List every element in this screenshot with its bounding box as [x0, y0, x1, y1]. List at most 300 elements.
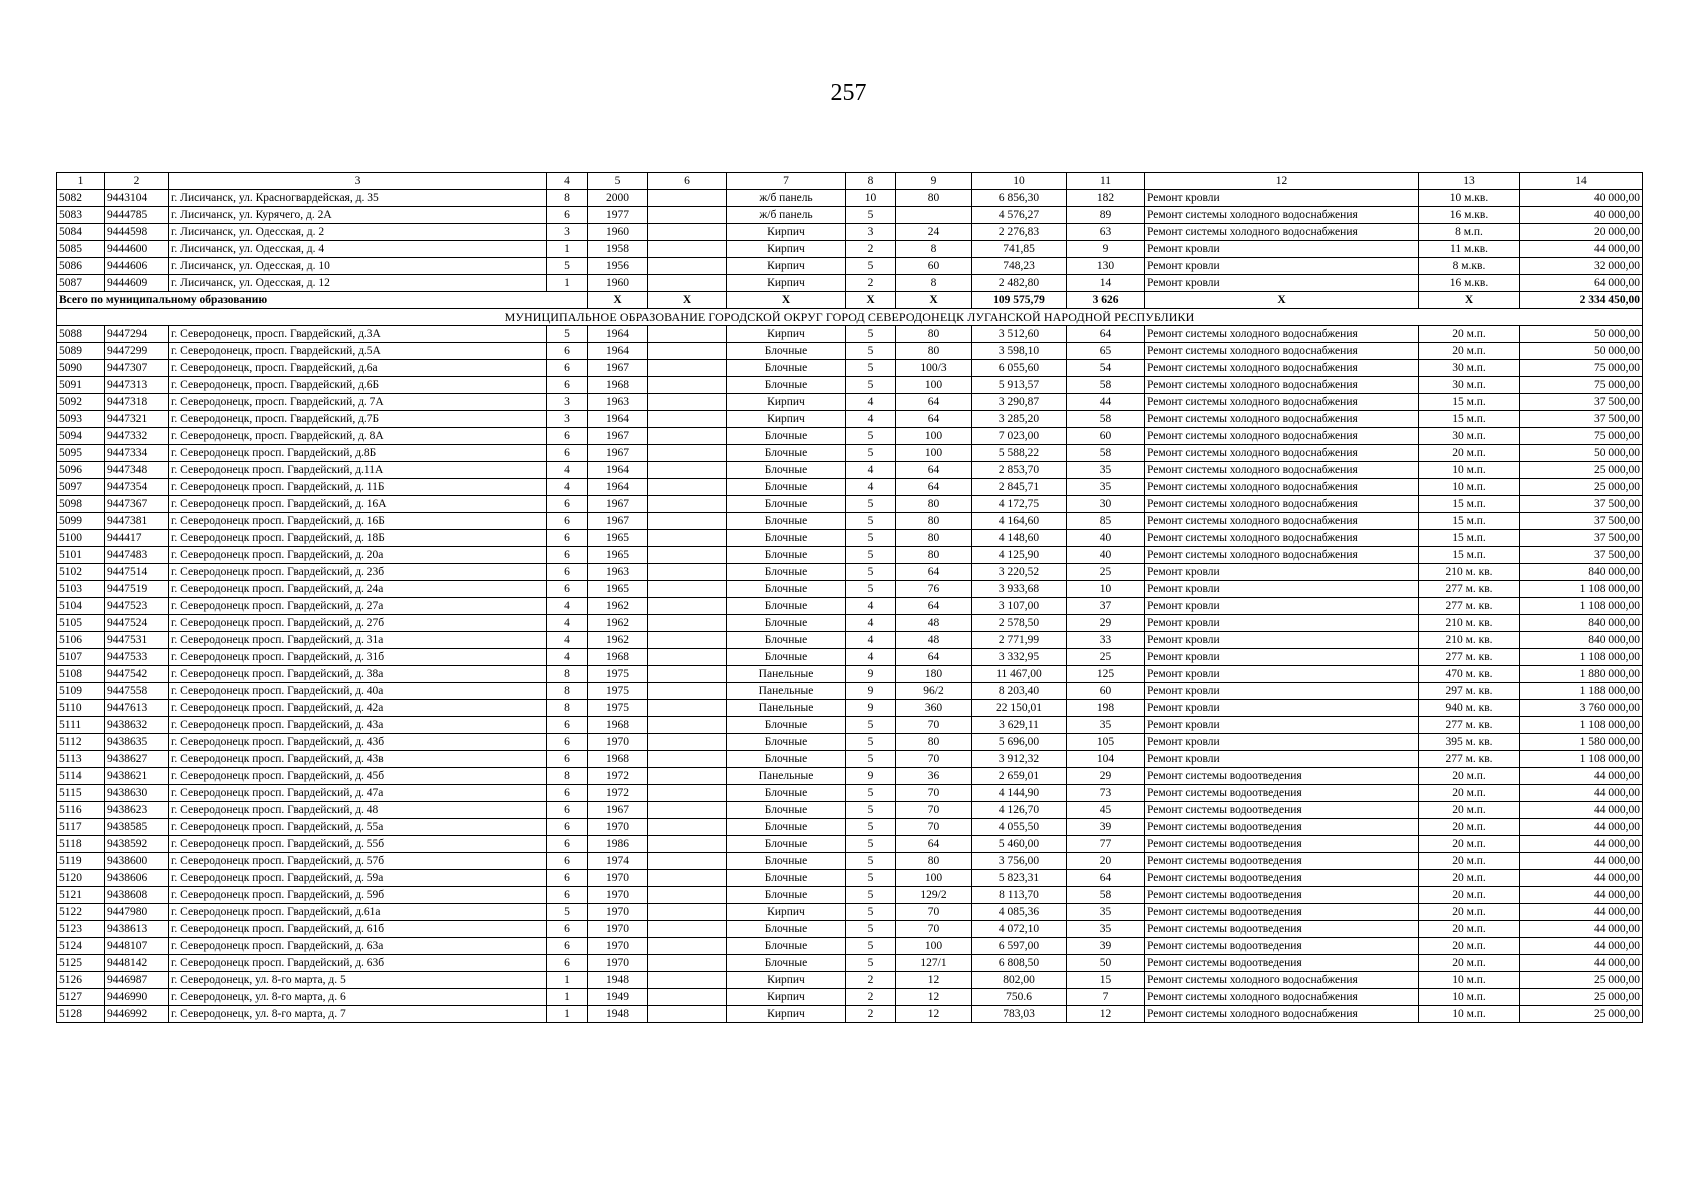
cost-cell: 37 500,00 — [1520, 547, 1643, 564]
floors-cell: 5 — [846, 955, 896, 972]
address-cell: г. Северодонецк просп. Гвардейский, д. 40а — [169, 683, 547, 700]
row-number: 5106 — [57, 632, 105, 649]
year-cell: 1970 — [588, 955, 648, 972]
address-cell: г. Северодонецк просп. Гвардейский, д. 27а — [169, 598, 547, 615]
year-cell: 1986 — [588, 836, 648, 853]
volume-cell: 395 м. кв. — [1419, 734, 1520, 751]
wall-material-cell: Блочные — [727, 649, 846, 666]
object-code: 9448107 — [105, 938, 169, 955]
year-cell: 1964 — [588, 411, 648, 428]
residents-cell: 30 — [1067, 496, 1145, 513]
address-cell: г. Северодонецк просп. Гвардейский, д. 31б — [169, 649, 547, 666]
work-type-cell: Ремонт кровли — [1145, 615, 1419, 632]
section-title: МУНИЦИПАЛЬНОЕ ОБРАЗОВАНИЕ ГОРОДСКОЙ ОКРУГ ГОРОД СЕВЕРОДОНЕЦК ЛУГАНСКОЙ НАРОДНОЙ РЕСПУБЛИКИ — [57, 309, 1643, 326]
empty-cell — [648, 258, 727, 275]
empty-cell — [648, 768, 727, 785]
floors-cell: 3 — [846, 224, 896, 241]
address-cell: г. Северодонецк просп. Гвардейский, д. 43в — [169, 751, 547, 768]
residents-cell: 37 — [1067, 598, 1145, 615]
empty-cell — [648, 496, 727, 513]
wall-material-cell: ж/б панель — [727, 190, 846, 207]
work-type-cell: Ремонт системы холодного водоснабжения — [1145, 513, 1419, 530]
table-row — [57, 785, 1643, 802]
address-cell: г. Северодонецк, ул. 8-го марта, д. 7 — [169, 1006, 547, 1023]
table-row — [57, 768, 1643, 785]
empty-cell — [648, 1006, 727, 1023]
work-type-cell: Ремонт системы холодного водоснабжения — [1145, 479, 1419, 496]
cost-cell: 25 000,00 — [1520, 972, 1643, 989]
residents-cell: 40 — [1067, 530, 1145, 547]
work-type-cell: Ремонт системы холодного водоснабжения — [1145, 207, 1419, 224]
entrances-cell: 8 — [547, 683, 588, 700]
wall-material-cell: Панельные — [727, 683, 846, 700]
object-code: 9444609 — [105, 275, 169, 292]
address-cell: г. Северодонецк просп. Гвардейский, д. 11Б — [169, 479, 547, 496]
volume-cell: 20 м.п. — [1419, 938, 1520, 955]
cost-cell: 44 000,00 — [1520, 904, 1643, 921]
table-row — [57, 700, 1643, 717]
address-cell: г. Северодонецк просп. Гвардейский, д. 57б — [169, 853, 547, 870]
table-row — [57, 802, 1643, 819]
area-cell: 2 853,70 — [972, 462, 1067, 479]
wall-material-cell: Блочные — [727, 802, 846, 819]
area-cell: 4 164,60 — [972, 513, 1067, 530]
floors-cell: 2 — [846, 241, 896, 258]
entrances-cell: 5 — [547, 326, 588, 343]
wall-material-cell: Блочные — [727, 360, 846, 377]
work-type-cell: Ремонт системы холодного водоснабжения — [1145, 530, 1419, 547]
volume-cell: 277 м. кв. — [1419, 717, 1520, 734]
table-row — [57, 394, 1643, 411]
address-cell: г. Северодонецк просп. Гвардейский, д. 23б — [169, 564, 547, 581]
wall-material-cell: Блочные — [727, 955, 846, 972]
year-cell: 1965 — [588, 547, 648, 564]
floors-cell: 2 — [846, 275, 896, 292]
wall-material-cell: Блочные — [727, 870, 846, 887]
table-row — [57, 564, 1643, 581]
empty-cell — [648, 615, 727, 632]
row-number: 5111 — [57, 717, 105, 734]
table-row — [57, 666, 1643, 683]
wall-material-cell: Блочные — [727, 598, 846, 615]
empty-cell — [648, 938, 727, 955]
table-row — [57, 496, 1643, 513]
entrances-cell: 6 — [547, 377, 588, 394]
entrances-cell: 3 — [547, 411, 588, 428]
entrances-cell: 3 — [547, 394, 588, 411]
work-type-cell: Ремонт кровли — [1145, 598, 1419, 615]
entrances-cell: 1 — [547, 1006, 588, 1023]
row-number: 5087 — [57, 275, 105, 292]
address-cell: г. Лисичанск, ул. Одесская, д. 2 — [169, 224, 547, 241]
object-code: 9447542 — [105, 666, 169, 683]
wall-material-cell: Блочные — [727, 819, 846, 836]
floors-cell: 5 — [846, 904, 896, 921]
floors-cell: 5 — [846, 836, 896, 853]
apartments-cell: 80 — [896, 734, 972, 751]
table-row — [57, 1006, 1643, 1023]
empty-cell — [648, 989, 727, 1006]
wall-material-cell: Кирпич — [727, 224, 846, 241]
apartments-cell: 80 — [896, 513, 972, 530]
area-cell: 2 771,99 — [972, 632, 1067, 649]
row-number: 5118 — [57, 836, 105, 853]
entrances-cell: 4 — [547, 598, 588, 615]
residents-cell: 58 — [1067, 377, 1145, 394]
cost-cell: 75 000,00 — [1520, 377, 1643, 394]
area-cell: 3 912,32 — [972, 751, 1067, 768]
cost-cell: 1 580 000,00 — [1520, 734, 1643, 751]
wall-material-cell: Кирпич — [727, 326, 846, 343]
object-code: 9447533 — [105, 649, 169, 666]
volume-cell: 277 м. кв. — [1419, 598, 1520, 615]
residents-cell: 35 — [1067, 717, 1145, 734]
wall-material-cell: Панельные — [727, 768, 846, 785]
cost-cell: 37 500,00 — [1520, 513, 1643, 530]
row-number: 5088 — [57, 326, 105, 343]
residents-cell: 63 — [1067, 224, 1145, 241]
floors-cell: 2 — [846, 972, 896, 989]
table-row — [57, 734, 1643, 751]
table-row — [57, 938, 1643, 955]
empty-cell — [648, 428, 727, 445]
volume-cell: 20 м.п. — [1419, 326, 1520, 343]
table-row — [57, 632, 1643, 649]
apartments-cell: 64 — [896, 598, 972, 615]
empty-cell — [648, 360, 727, 377]
residents-cell: 130 — [1067, 258, 1145, 275]
apartments-cell: 70 — [896, 819, 972, 836]
apartments-cell: 64 — [896, 411, 972, 428]
row-number: 5127 — [57, 989, 105, 1006]
residents-cell: 39 — [1067, 938, 1145, 955]
empty-cell — [648, 326, 727, 343]
empty-cell — [648, 547, 727, 564]
empty-cell — [648, 394, 727, 411]
residents-cell: 29 — [1067, 615, 1145, 632]
residents-cell: 7 — [1067, 989, 1145, 1006]
volume-cell: 30 м.п. — [1419, 360, 1520, 377]
cost-cell: 44 000,00 — [1520, 785, 1643, 802]
area-cell: 5 696,00 — [972, 734, 1067, 751]
residents-cell: 182 — [1067, 190, 1145, 207]
entrances-cell: 6 — [547, 921, 588, 938]
object-code: 9438635 — [105, 734, 169, 751]
year-cell: 1970 — [588, 734, 648, 751]
entrances-cell: 8 — [547, 700, 588, 717]
table-row — [57, 904, 1643, 921]
work-type-cell: Ремонт системы водоотведения — [1145, 785, 1419, 802]
table-row — [57, 547, 1643, 564]
residents-cell: 45 — [1067, 802, 1145, 819]
floors-cell: 4 — [846, 462, 896, 479]
year-cell: 1970 — [588, 904, 648, 921]
row-number: 5094 — [57, 428, 105, 445]
apartments-cell: 80 — [896, 190, 972, 207]
object-code: 9447613 — [105, 700, 169, 717]
wall-material-cell: Панельные — [727, 700, 846, 717]
entrances-cell: 8 — [547, 666, 588, 683]
page-number: 257 — [830, 80, 867, 106]
entrances-cell: 6 — [547, 819, 588, 836]
cost-cell: 1 108 000,00 — [1520, 581, 1643, 598]
table-row — [57, 989, 1643, 1006]
cost-cell: 20 000,00 — [1520, 224, 1643, 241]
empty-cell — [648, 972, 727, 989]
floors-cell: 5 — [846, 717, 896, 734]
row-number: 5086 — [57, 258, 105, 275]
address-cell: г. Северодонецк, ул. 8-го марта, д. 5 — [169, 972, 547, 989]
entrances-cell: 6 — [547, 717, 588, 734]
total-cell: X — [846, 292, 896, 309]
cost-cell: 44 000,00 — [1520, 802, 1643, 819]
wall-material-cell: Кирпич — [727, 394, 846, 411]
address-cell: г. Северодонецк просп. Гвардейский, д.61а — [169, 904, 547, 921]
table-row — [57, 224, 1643, 241]
work-type-cell: Ремонт системы холодного водоснабжения — [1145, 1006, 1419, 1023]
address-cell: г. Северодонецк просп. Гвардейский, д. 18Б — [169, 530, 547, 547]
column-header: 4 — [547, 173, 588, 190]
area-cell: 6 808,50 — [972, 955, 1067, 972]
wall-material-cell: Блочные — [727, 496, 846, 513]
year-cell: 1967 — [588, 513, 648, 530]
volume-cell: 470 м. кв. — [1419, 666, 1520, 683]
residents-cell: 54 — [1067, 360, 1145, 377]
volume-cell: 210 м. кв. — [1419, 615, 1520, 632]
area-cell: 2 276,83 — [972, 224, 1067, 241]
area-cell: 6 597,00 — [972, 938, 1067, 955]
apartments-cell: 12 — [896, 1006, 972, 1023]
empty-cell — [648, 530, 727, 547]
entrances-cell: 6 — [547, 802, 588, 819]
wall-material-cell: Блочные — [727, 751, 846, 768]
column-header: 10 — [972, 173, 1067, 190]
object-code: 9447348 — [105, 462, 169, 479]
table-row — [57, 836, 1643, 853]
year-cell: 1962 — [588, 615, 648, 632]
table-row — [57, 377, 1643, 394]
apartments-cell: 80 — [896, 496, 972, 513]
volume-cell: 15 м.п. — [1419, 496, 1520, 513]
object-code: 9447299 — [105, 343, 169, 360]
residents-cell: 35 — [1067, 462, 1145, 479]
floors-cell: 5 — [846, 581, 896, 598]
wall-material-cell: Кирпич — [727, 972, 846, 989]
address-cell: г. Северодонецк просп. Гвардейский, д. 20а — [169, 547, 547, 564]
apartments-cell: 64 — [896, 564, 972, 581]
work-type-cell: Ремонт системы холодного водоснабжения — [1145, 428, 1419, 445]
table-row — [57, 326, 1643, 343]
row-number: 5128 — [57, 1006, 105, 1023]
object-code: 9447519 — [105, 581, 169, 598]
wall-material-cell: Блочные — [727, 377, 846, 394]
entrances-cell: 6 — [547, 360, 588, 377]
wall-material-cell: Блочные — [727, 836, 846, 853]
table-row — [57, 683, 1643, 700]
table-row — [57, 190, 1643, 207]
cost-cell: 840 000,00 — [1520, 632, 1643, 649]
volume-cell: 20 м.п. — [1419, 768, 1520, 785]
residents-cell: 73 — [1067, 785, 1145, 802]
floors-cell: 9 — [846, 683, 896, 700]
year-cell: 1967 — [588, 802, 648, 819]
residents-cell: 35 — [1067, 479, 1145, 496]
floors-cell: 5 — [846, 853, 896, 870]
residents-cell: 35 — [1067, 904, 1145, 921]
residents-cell: 15 — [1067, 972, 1145, 989]
area-cell: 4 126,70 — [972, 802, 1067, 819]
column-header: 14 — [1520, 173, 1643, 190]
floors-cell: 5 — [846, 802, 896, 819]
area-cell: 3 220,52 — [972, 564, 1067, 581]
column-header: 5 — [588, 173, 648, 190]
cost-cell: 840 000,00 — [1520, 564, 1643, 581]
row-number: 5095 — [57, 445, 105, 462]
volume-cell: 20 м.п. — [1419, 887, 1520, 904]
total-residents: 3 626 — [1067, 292, 1145, 309]
entrances-cell: 6 — [547, 785, 588, 802]
row-number: 5104 — [57, 598, 105, 615]
address-cell: г. Северодонецк, просп. Гвардейский, д. 7А — [169, 394, 547, 411]
table-row — [57, 360, 1643, 377]
floors-cell: 5 — [846, 258, 896, 275]
floors-cell: 5 — [846, 921, 896, 938]
wall-material-cell: Блочные — [727, 462, 846, 479]
entrances-cell: 8 — [547, 190, 588, 207]
floors-cell: 4 — [846, 479, 896, 496]
volume-cell: 20 м.п. — [1419, 870, 1520, 887]
work-type-cell: Ремонт системы водоотведения — [1145, 887, 1419, 904]
apartments-cell: 360 — [896, 700, 972, 717]
volume-cell: 10 м.п. — [1419, 462, 1520, 479]
address-cell: г. Северодонецк просп. Гвардейский, д. 61б — [169, 921, 547, 938]
row-number: 5123 — [57, 921, 105, 938]
address-cell: г. Северодонецк просп. Гвардейский, д.8Б — [169, 445, 547, 462]
total-cell: X — [896, 292, 972, 309]
table-row — [57, 955, 1643, 972]
total-cost: 2 334 450,00 — [1520, 292, 1643, 309]
area-cell: 4 576,27 — [972, 207, 1067, 224]
work-type-cell: Ремонт системы холодного водоснабжения — [1145, 989, 1419, 1006]
address-cell: г. Лисичанск, ул. Одесская, д. 12 — [169, 275, 547, 292]
apartments-cell: 100 — [896, 938, 972, 955]
year-cell: 1962 — [588, 598, 648, 615]
apartments-cell: 64 — [896, 479, 972, 496]
object-code: 944417 — [105, 530, 169, 547]
cost-cell: 25 000,00 — [1520, 989, 1643, 1006]
area-cell: 4 085,36 — [972, 904, 1067, 921]
register-table — [56, 172, 1643, 1023]
object-code: 9446992 — [105, 1006, 169, 1023]
work-type-cell: Ремонт системы холодного водоснабжения — [1145, 496, 1419, 513]
wall-material-cell: Кирпич — [727, 411, 846, 428]
object-code: 9444785 — [105, 207, 169, 224]
table-row — [57, 343, 1643, 360]
entrances-cell: 6 — [547, 530, 588, 547]
apartments-cell: 64 — [896, 394, 972, 411]
volume-cell: 10 м.п. — [1419, 479, 1520, 496]
residents-cell: 105 — [1067, 734, 1145, 751]
empty-cell — [648, 734, 727, 751]
year-cell: 1948 — [588, 972, 648, 989]
work-type-cell: Ремонт системы водоотведения — [1145, 802, 1419, 819]
floors-cell: 5 — [846, 360, 896, 377]
entrances-cell: 5 — [547, 904, 588, 921]
row-number: 5108 — [57, 666, 105, 683]
residents-cell: 40 — [1067, 547, 1145, 564]
empty-cell — [648, 632, 727, 649]
year-cell: 1962 — [588, 632, 648, 649]
row-number: 5091 — [57, 377, 105, 394]
area-cell: 8 113,70 — [972, 887, 1067, 904]
year-cell: 1970 — [588, 938, 648, 955]
floors-cell: 5 — [846, 530, 896, 547]
column-header: 3 — [169, 173, 547, 190]
entrances-cell: 6 — [547, 581, 588, 598]
residents-cell: 58 — [1067, 887, 1145, 904]
wall-material-cell: Блочные — [727, 513, 846, 530]
row-number: 5099 — [57, 513, 105, 530]
volume-cell: 15 м.п. — [1419, 394, 1520, 411]
area-cell: 22 150,01 — [972, 700, 1067, 717]
floors-cell: 9 — [846, 666, 896, 683]
object-code: 9448142 — [105, 955, 169, 972]
year-cell: 1956 — [588, 258, 648, 275]
address-cell: г. Северодонецк просп. Гвардейский, д. 55а — [169, 819, 547, 836]
cost-cell: 50 000,00 — [1520, 326, 1643, 343]
object-code: 9446987 — [105, 972, 169, 989]
column-header: 2 — [105, 173, 169, 190]
work-type-cell: Ремонт системы холодного водоснабжения — [1145, 445, 1419, 462]
entrances-cell: 1 — [547, 275, 588, 292]
row-number: 5097 — [57, 479, 105, 496]
cost-cell: 44 000,00 — [1520, 955, 1643, 972]
cost-cell: 44 000,00 — [1520, 241, 1643, 258]
work-type-cell: Ремонт кровли — [1145, 683, 1419, 700]
address-cell: г. Лисичанск, ул. Красногвардейская, д. 35 — [169, 190, 547, 207]
year-cell: 1974 — [588, 853, 648, 870]
empty-cell — [648, 666, 727, 683]
area-cell: 5 913,57 — [972, 377, 1067, 394]
row-number: 5084 — [57, 224, 105, 241]
residents-cell: 60 — [1067, 428, 1145, 445]
work-type-cell: Ремонт кровли — [1145, 632, 1419, 649]
floors-cell: 5 — [846, 870, 896, 887]
apartments-cell — [896, 207, 972, 224]
work-type-cell: Ремонт системы водоотведения — [1145, 819, 1419, 836]
apartments-cell: 48 — [896, 632, 972, 649]
residents-cell: 58 — [1067, 445, 1145, 462]
floors-cell: 4 — [846, 649, 896, 666]
table-row — [57, 972, 1643, 989]
entrances-cell: 1 — [547, 972, 588, 989]
cost-cell: 1 108 000,00 — [1520, 649, 1643, 666]
residents-cell: 33 — [1067, 632, 1145, 649]
total-row — [57, 292, 1643, 309]
object-code: 9447523 — [105, 598, 169, 615]
area-cell: 5 588,22 — [972, 445, 1067, 462]
address-cell: г. Северодонецк просп. Гвардейский, д. 43а — [169, 717, 547, 734]
area-cell: 2 659,01 — [972, 768, 1067, 785]
entrances-cell: 3 — [547, 224, 588, 241]
row-number: 5101 — [57, 547, 105, 564]
column-header: 11 — [1067, 173, 1145, 190]
empty-cell — [648, 377, 727, 394]
work-type-cell: Ремонт кровли — [1145, 581, 1419, 598]
area-cell: 2 482,80 — [972, 275, 1067, 292]
area-cell: 6 055,60 — [972, 360, 1067, 377]
entrances-cell: 8 — [547, 768, 588, 785]
